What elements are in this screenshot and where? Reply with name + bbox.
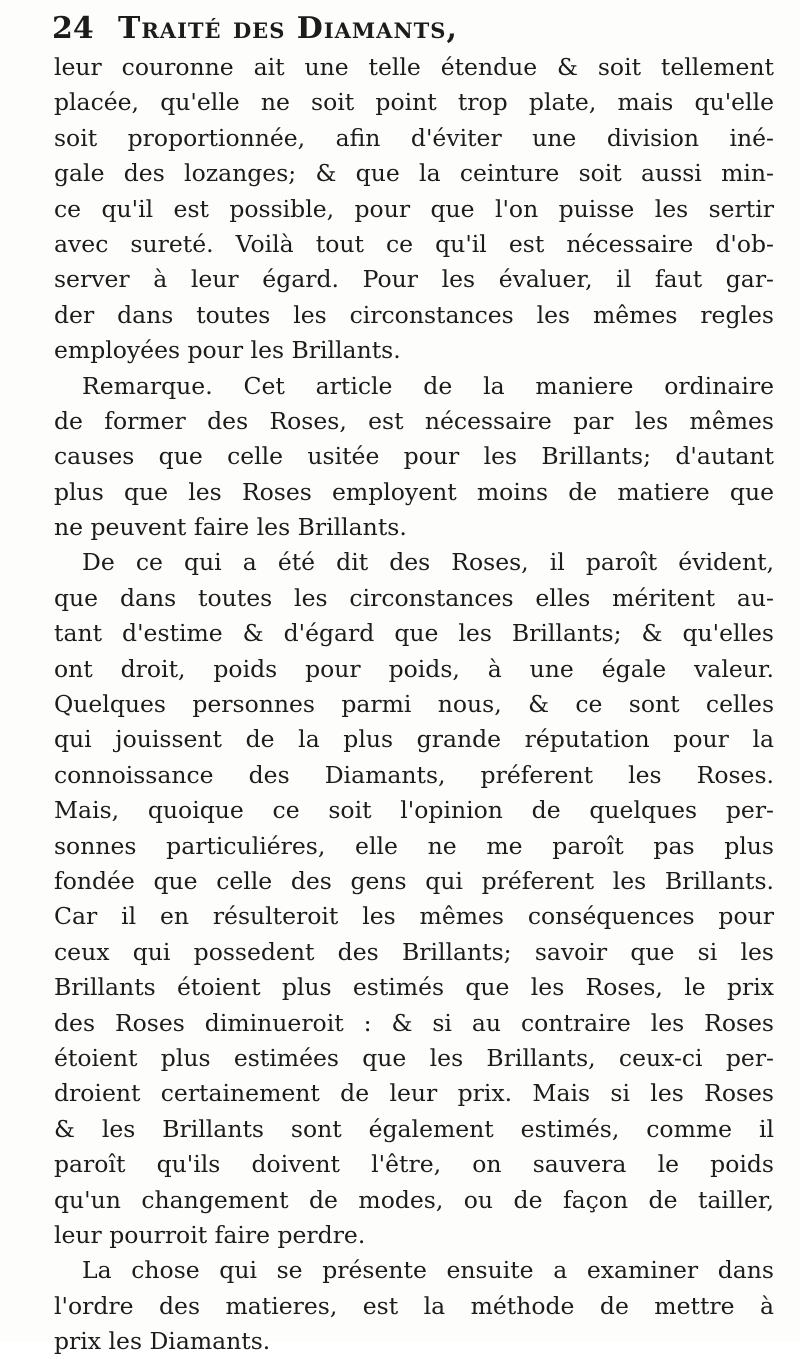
text-line: soit proportionnée, afin d'éviter une division iné- [54,123,774,152]
text-line: sonnes particuliéres, elle ne me paroît pas plus [54,831,774,860]
text-line: server à leur égard. Pour les évaluer, il faut gar- [54,265,774,294]
text-line: avec sureté. Voilà tout ce qu'il est nécessaire d'ob- [54,229,774,258]
text-line: Brillants étoient plus estimés que les Roses, le prix [54,973,774,1002]
text-line: employées pour les Brillants. [54,336,401,365]
text-line: qui jouissent de la plus grande réputation pour la [54,725,774,754]
text-line: des Roses diminueroit : & si au contraire les Roses [54,1008,774,1037]
text-line: fondée que celle des gens qui préferent les Brillants. [54,866,774,895]
text-line: La chose qui se présente ensuite a examiner dans [82,1256,774,1285]
text-line: Quelques personnes parmi nous, & ce sont celles [54,690,774,719]
text-line: étoient plus estimées que les Brillants, ceux-ci per- [54,1043,774,1072]
text-line: & les Brillants sont également estimés, comme il [54,1114,774,1143]
text-line: que dans toutes les circonstances elles méritent au- [54,583,774,612]
text-line: ceux qui possedent des Brillants; savoir que si les [54,937,774,966]
text-line: l'ordre des matieres, est la méthode de mettre à [54,1291,774,1320]
text-line: placée, qu'elle ne soit point trop plate, mais qu'elle [54,88,774,117]
text-line: der dans toutes les circonstances les mêmes regles [54,300,774,329]
text-line: droient certainement de leur prix. Mais si les Roses [54,1079,774,1108]
text-line: prix les Diamants. [54,1327,271,1356]
text-line: ne peuvent faire les Brillants. [54,513,407,542]
text-line: tant d'estime & d'égard que les Brillants; & qu'elles [54,619,774,648]
text-line: Car il en résulteroit les mêmes conséquences pour [54,902,774,931]
text-line: Mais, quoique ce soit l'opinion de quelques per- [54,796,774,825]
text-line: Remarque. Cet article de la maniere ordinaire [82,371,774,400]
page-number: 24 [52,11,94,46]
body-text [54,50,774,1359]
text-line: plus que les Roses employent moins de matiere que [54,477,774,506]
running-title: Traité des Diamants, [118,11,458,46]
text-line: ce qu'il est possible, pour que l'on puisse les sertir [54,194,774,223]
text-line: causes que celle usitée pour les Brillants; d'autant [54,442,774,471]
text-line: gale des lozanges; & que la ceinture soit aussi min- [54,159,774,188]
text-line: de former des Roses, est nécessaire par les mêmes [54,406,774,435]
text-line: leur couronne ait une telle étendue & soit tellement [54,53,774,81]
text-line: ont droit, poids pour poids, à une égale valeur. [54,654,774,683]
text-line: paroît qu'ils doivent l'être, on sauvera le poids [54,1150,774,1179]
text-line: connoissance des Diamants, préferent les Roses. [54,760,774,789]
running-head [52,6,772,52]
text-line: leur pourroit faire perdre. [54,1220,366,1249]
text-line: De ce qui a été dit des Roses, il paroît évident, [82,548,774,577]
text-line: qu'un changement de modes, ou de façon de tailler, [54,1185,774,1214]
